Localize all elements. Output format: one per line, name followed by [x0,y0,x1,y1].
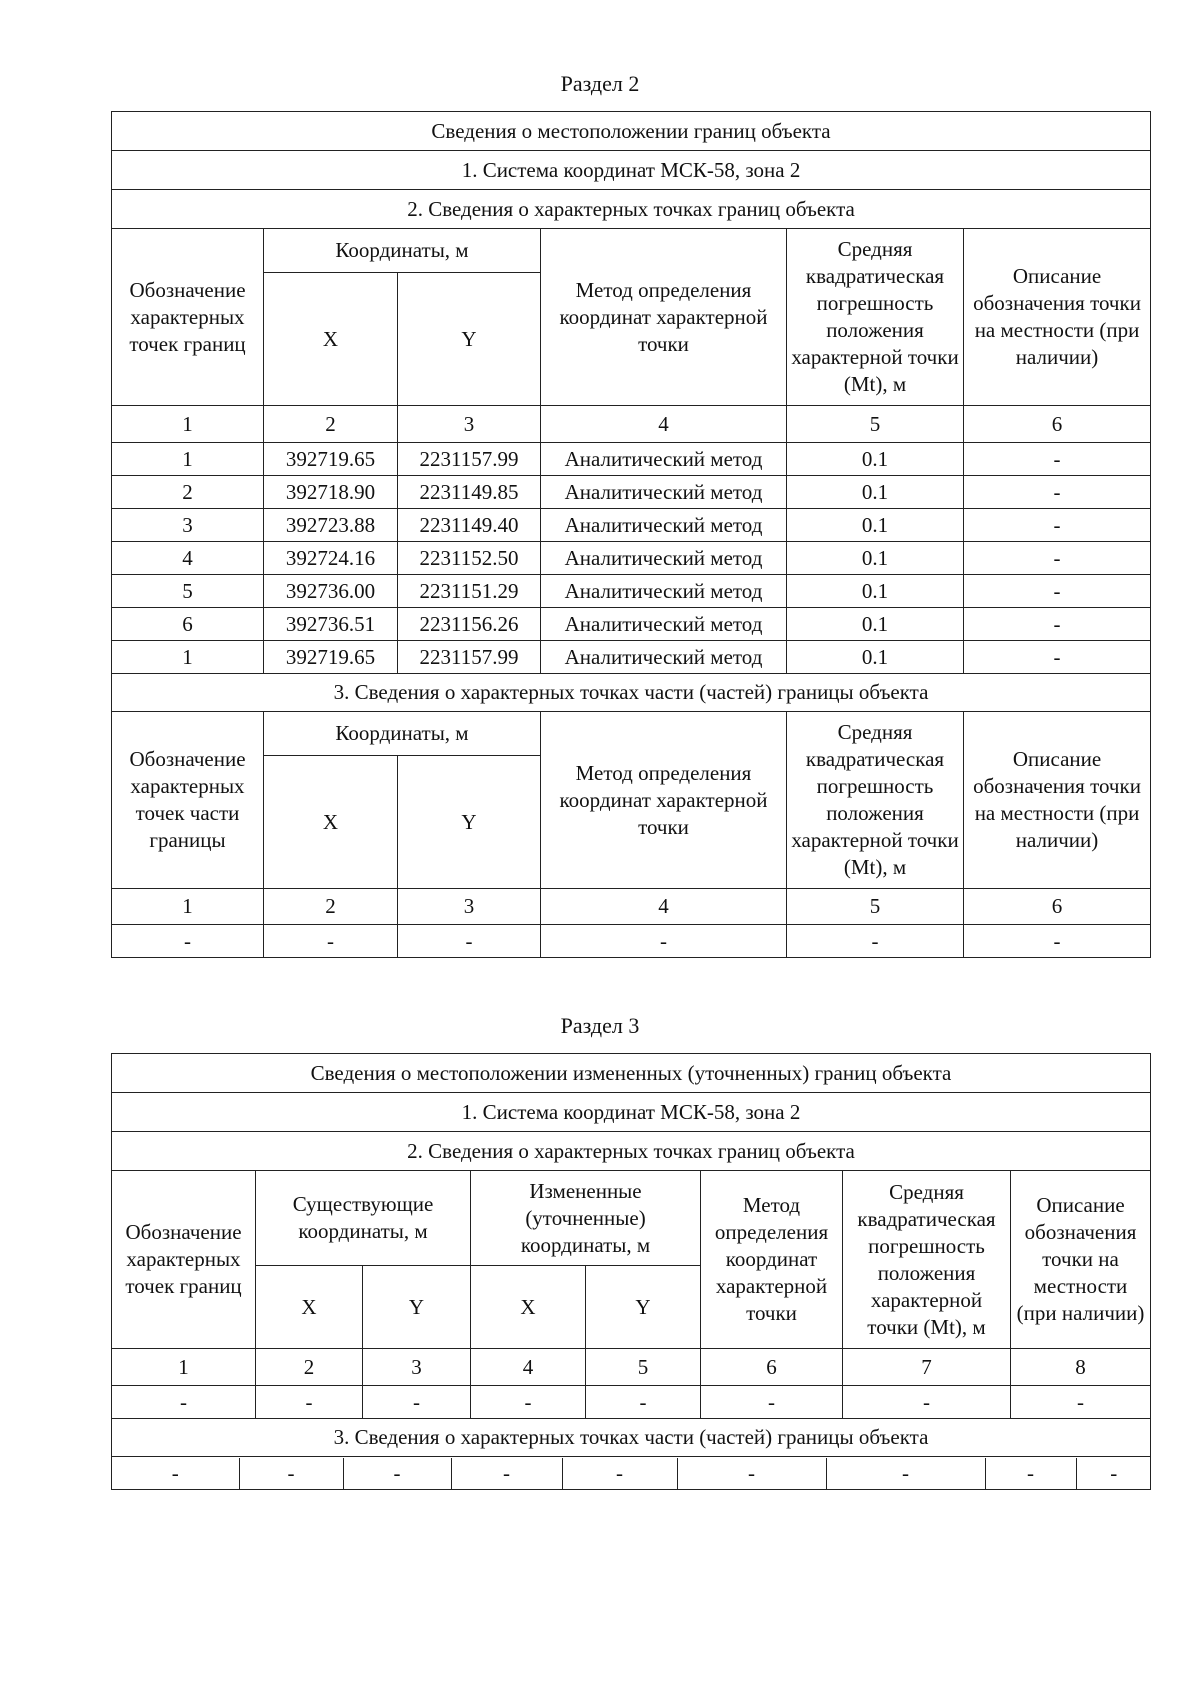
empty-cell: - [541,925,787,958]
section-2-coordinate-system: 1. Система координат МСК-58, зона 2 [112,151,1151,190]
empty-cell: - [363,1386,471,1419]
column-number: 2 [256,1349,363,1386]
part-column-number-row [112,889,1151,925]
part-header-coordinates: Координаты, м [264,712,541,756]
s3-header-mean-error: Средняя квадратическая погрешность положения характерной точки (Mt), м [843,1171,1011,1349]
empty-cell: - [239,1458,343,1489]
s3-header-method: Метод определения координат характерной точки [701,1171,843,1349]
s3-part-empty-row [112,1458,1151,1489]
header-method: Метод определения координат характерной точки [541,229,787,406]
part-header-y: Y [398,756,541,889]
point-number: 5 [112,575,264,608]
s3-empty-row [112,1386,1151,1419]
s3-part-row-table [112,1458,1151,1489]
coord-x: 392719.65 [264,443,398,476]
section-2-subsection-2-title: 2. Сведения о характерных точках границ объекта [112,190,1151,229]
section-3-caption: Сведения о местоположении измененных (уточненных) границ объекта [112,1054,1151,1093]
empty-cell: - [985,1458,1076,1489]
part-empty-row [112,925,1151,958]
coord-x: 392723.88 [264,509,398,542]
part-header-description: Описание обозначения точки на местности (при наличии) [964,712,1151,889]
empty-cell: - [256,1386,363,1419]
table-row [112,476,1151,509]
s3-header-description: Описание обозначения точки на местности (при наличии) [1011,1171,1151,1349]
column-number: 2 [264,406,398,443]
header-point-designation: Обозначение характерных точек границ [112,229,264,406]
empty-cell: - [964,925,1151,958]
point-number: 3 [112,509,264,542]
coord-y: 2231157.99 [398,641,541,674]
part-header-point-designation: Обозначение характерных точек части границы [112,712,264,889]
column-number: 5 [787,889,964,925]
s3-column-number-row [112,1349,1151,1386]
method: Аналитический метод [541,575,787,608]
empty-cell: - [1011,1386,1151,1419]
s3-header-existing-y: Y [363,1266,471,1349]
mean-error: 0.1 [787,641,964,674]
empty-cell: - [112,1458,239,1489]
mean-error: 0.1 [787,542,964,575]
coord-y: 2231156.26 [398,608,541,641]
column-number: 2 [264,889,398,925]
coord-y: 2231157.99 [398,443,541,476]
mean-error: 0.1 [787,509,964,542]
section-2-title: Раздел 2 [560,71,640,96]
empty-cell: - [1076,1458,1151,1489]
s3-header-changed-x: X [471,1266,586,1349]
coord-y: 2231149.85 [398,476,541,509]
empty-cell: - [451,1458,562,1489]
mean-error: 0.1 [787,443,964,476]
column-number: 5 [586,1349,701,1386]
part-header-mean-error: Средняя квадратическая погрешность положения характерной точки (Mt), м [787,712,964,889]
mean-error: 0.1 [787,608,964,641]
empty-cell: - [112,1386,256,1419]
column-number: 7 [843,1349,1011,1386]
description: - [964,608,1151,641]
description: - [964,476,1151,509]
method: Аналитический метод [541,476,787,509]
method: Аналитический метод [541,443,787,476]
coord-y: 2231149.40 [398,509,541,542]
column-number: 3 [398,889,541,925]
column-number: 1 [112,406,264,443]
section-3-title: Раздел 3 [560,1013,640,1038]
s3-header-changed-coordinates: Измененные (уточненные) координаты, м [471,1171,701,1266]
section-3-subsection-2-title: 2. Сведения о характерных точках границ объекта [112,1132,1151,1171]
header-mean-error: Средняя квадратическая погрешность положения характерной точки (Mt), м [787,229,964,406]
mean-error: 0.1 [787,575,964,608]
empty-cell: - [112,925,264,958]
coord-x: 392719.65 [264,641,398,674]
column-number: 4 [541,889,787,925]
column-number: 3 [398,406,541,443]
table-row [112,641,1151,674]
column-number: 5 [787,406,964,443]
description: - [964,575,1151,608]
s3-header-changed-y: Y [586,1266,701,1349]
table-row [112,542,1151,575]
empty-cell: - [701,1386,843,1419]
description: - [964,641,1151,674]
empty-cell: - [826,1458,985,1489]
section-3-table [111,1053,1151,1490]
column-number-row [112,406,1151,443]
section-2-caption: Сведения о местоположении границ объекта [112,112,1151,151]
column-number: 1 [112,889,264,925]
column-number: 3 [363,1349,471,1386]
description: - [964,443,1151,476]
empty-cell: - [264,925,398,958]
part-header-x: X [264,756,398,889]
s3-header-existing-x: X [256,1266,363,1349]
table-row [112,608,1151,641]
empty-cell: - [787,925,964,958]
empty-cell: - [398,925,541,958]
table-row [112,443,1151,476]
point-number: 1 [112,641,264,674]
empty-cell: - [586,1386,701,1419]
section-2-table [111,111,1151,958]
method: Аналитический метод [541,542,787,575]
empty-cell: - [843,1386,1011,1419]
method: Аналитический метод [541,608,787,641]
point-number: 6 [112,608,264,641]
coord-x: 392736.00 [264,575,398,608]
section-2-subsection-3-title: 3. Сведения о характерных точках части (частей) границы объекта [112,674,1151,712]
method: Аналитический метод [541,509,787,542]
column-number: 6 [701,1349,843,1386]
method: Аналитический метод [541,641,787,674]
table-row [112,509,1151,542]
coord-y: 2231151.29 [398,575,541,608]
header-y: Y [398,273,541,406]
description: - [964,509,1151,542]
section-3-coordinate-system: 1. Система координат МСК-58, зона 2 [112,1093,1151,1132]
empty-cell: - [677,1458,826,1489]
column-number: 1 [112,1349,256,1386]
s3-header-existing-coordinates: Существующие координаты, м [256,1171,471,1266]
point-number: 4 [112,542,264,575]
part-header-method: Метод определения координат характерной точки [541,712,787,889]
empty-cell: - [562,1458,677,1489]
point-number: 1 [112,443,264,476]
coord-x: 392724.16 [264,542,398,575]
header-x: X [264,273,398,406]
column-number: 4 [471,1349,586,1386]
s3-part-row-wrapper [112,1457,1151,1490]
column-number: 6 [964,406,1151,443]
column-number: 4 [541,406,787,443]
header-coordinates: Координаты, м [264,229,541,273]
s3-header-point-designation: Обозначение характерных точек границ [112,1171,256,1349]
point-number: 2 [112,476,264,509]
table-row [112,575,1151,608]
header-description: Описание обозначения точки на местности (при наличии) [964,229,1151,406]
coord-y: 2231152.50 [398,542,541,575]
empty-cell: - [471,1386,586,1419]
column-number: 8 [1011,1349,1151,1386]
description: - [964,542,1151,575]
coord-x: 392736.51 [264,608,398,641]
section-3-subsection-3-title: 3. Сведения о характерных точках части (частей) границы объекта [112,1419,1151,1457]
coord-x: 392718.90 [264,476,398,509]
column-number: 6 [964,889,1151,925]
empty-cell: - [343,1458,451,1489]
mean-error: 0.1 [787,476,964,509]
